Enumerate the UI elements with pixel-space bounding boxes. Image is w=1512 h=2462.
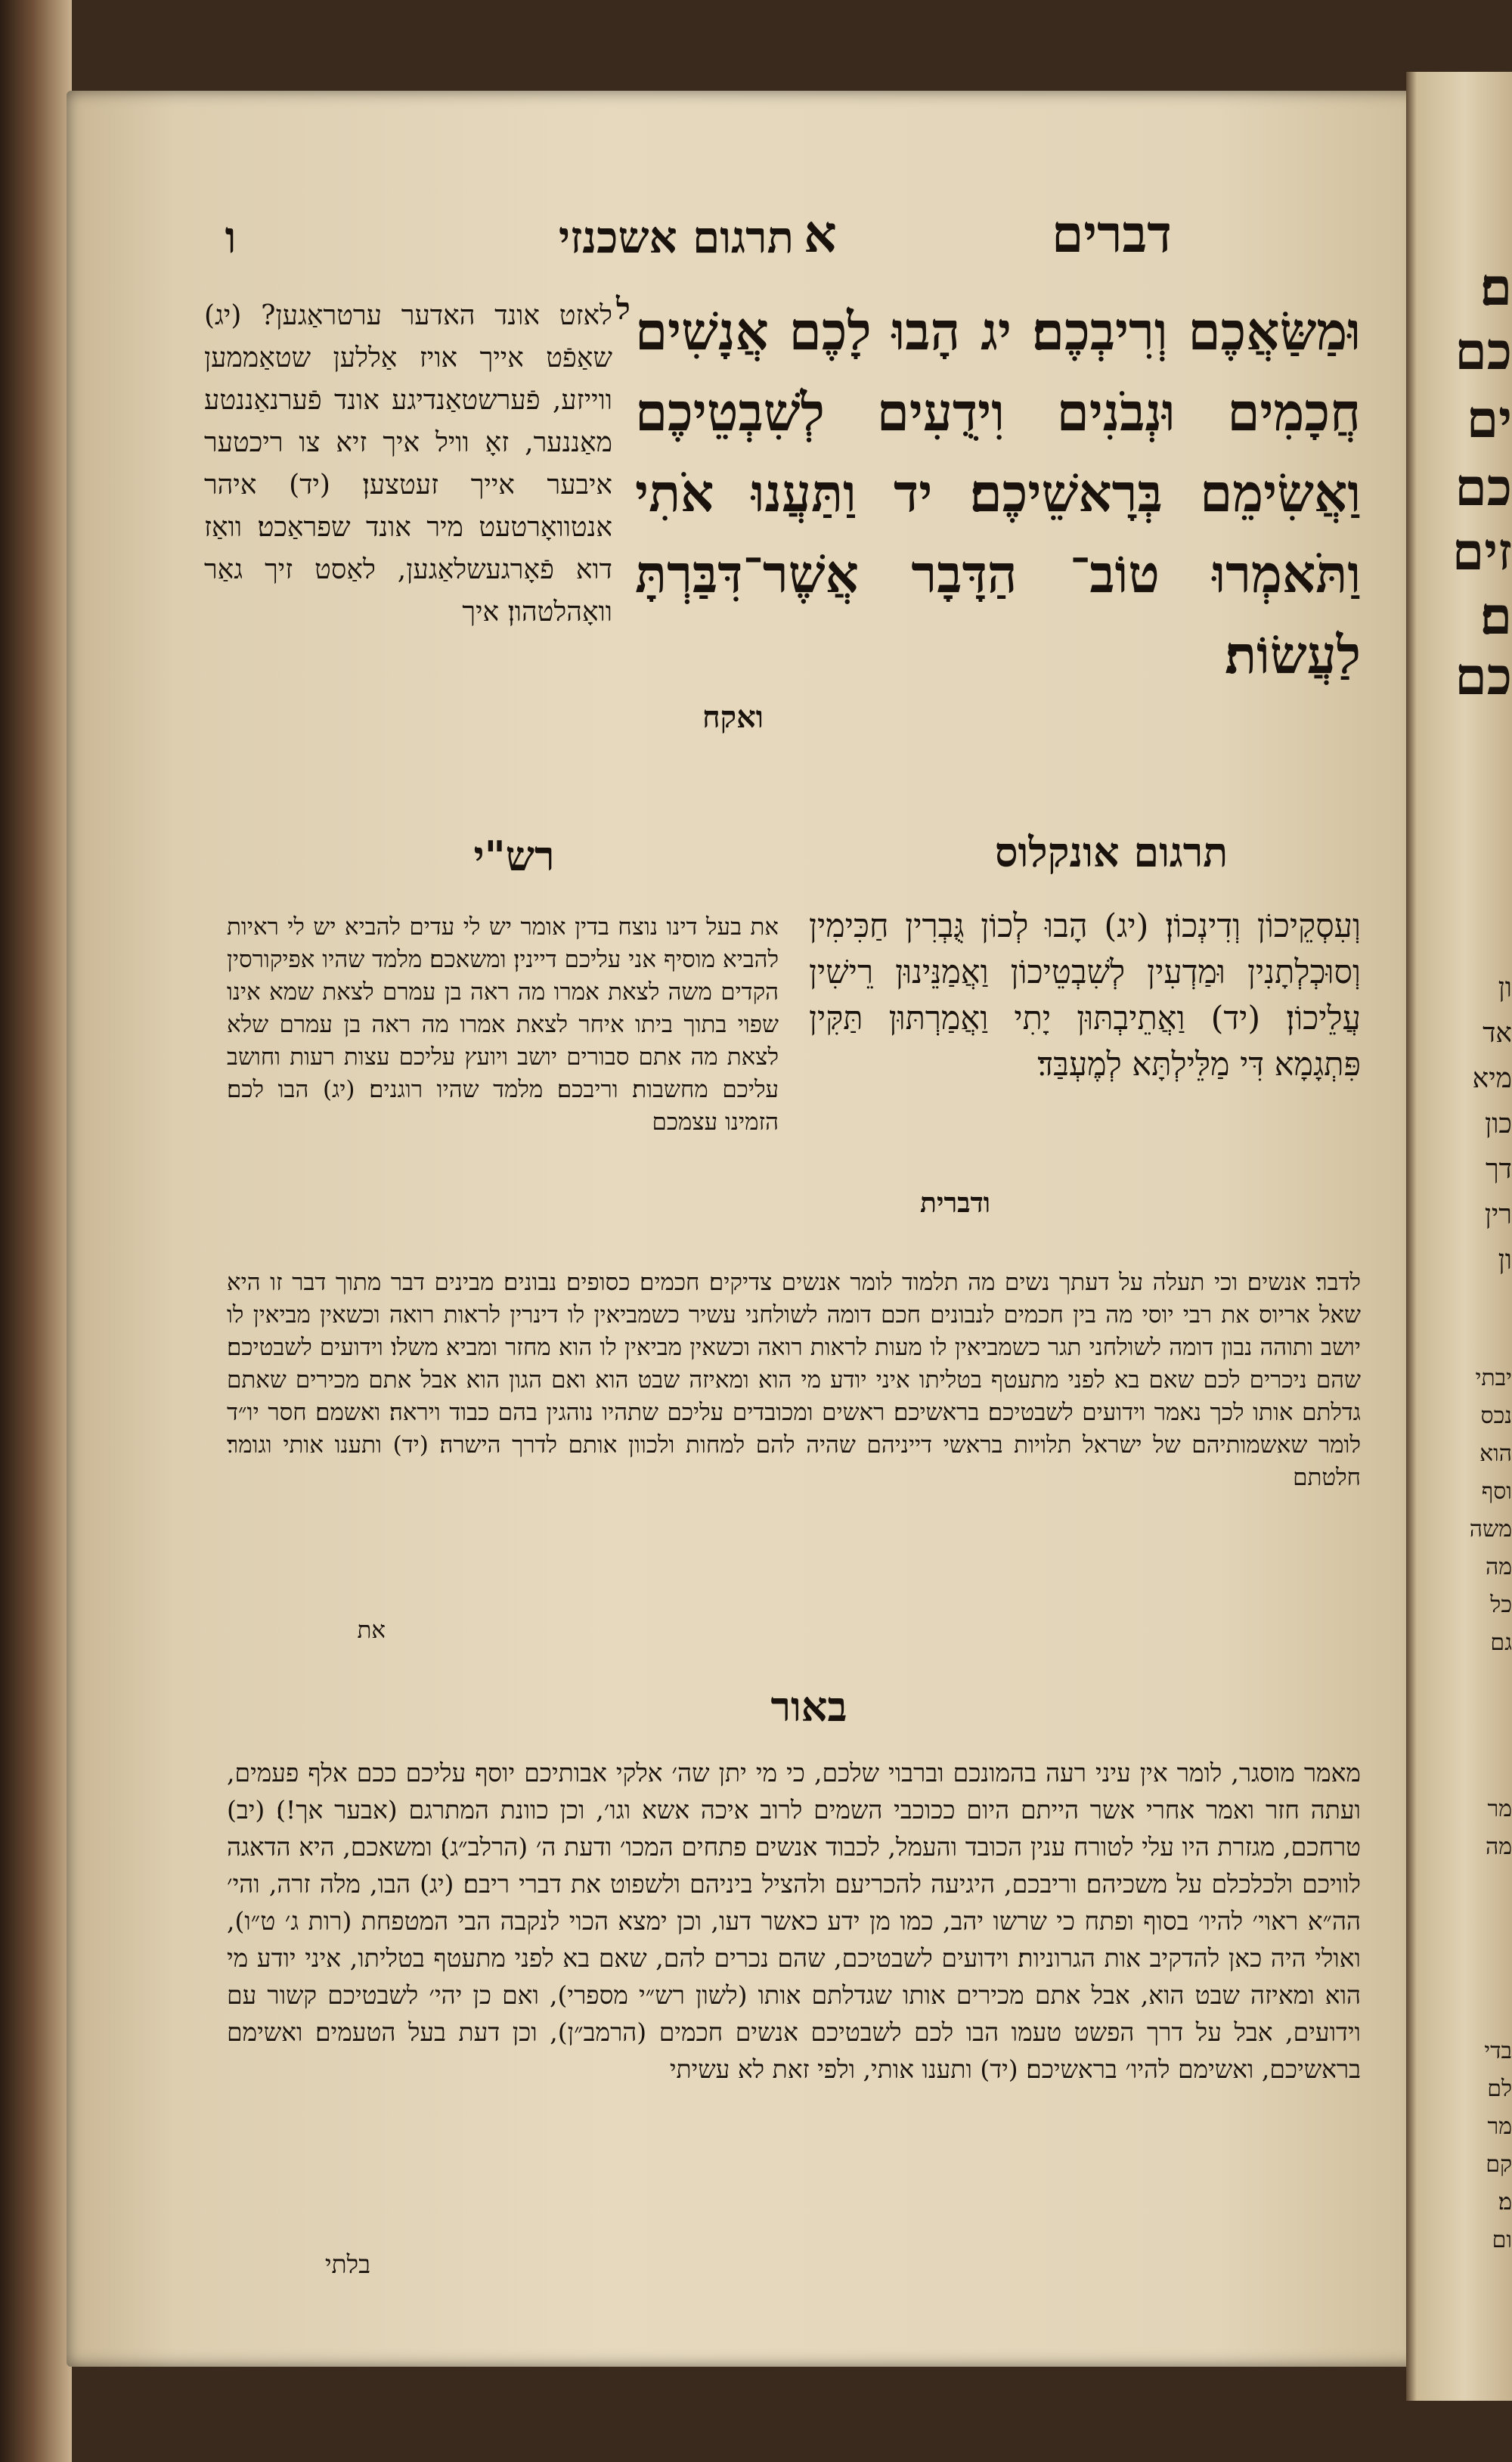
rashi-text-full: לדבר׃ אנשים׃ וכי תעלה על דעתך נשים מה תלמוד לומר אנשים צדיקים׃ חכמים׃ כסופים׃ נבונים׃ מבינים דבר מתוך דבר זו היא שאל אריוס את רבי יוסי מה בין חכמים לנבונים חכם דומה לשולחני עשיר כשמביאין לו דינרין לראות רואה וכשאין מביאין לו יושב ותוהה נבון דומה לשולחני תגר כשמביאין לו מעות לראות רואה וכשאין מביאין לו הוא מחזר ומביא משלו׃ וידועים לשבטיכם׃ שהם ניכרים לכם שאם בא לפני מתעטף בטליתו איני יודע מי הוא ומאיזה שבט הוא ואם הגון הוא אבל אתם מכירים שאתם גדלתם אותו לכך נאמר וידועים לשבטיכם׃ בראשיכם׃ ראשים ומכובדים עליכם שתהיו נוהגין בהם כבוד ויראה׃ ואשמם׃ חסר יו״ד לומר שאשמותיהם של ישראל תלויות בראשי דייניהם שהיה להם למחות ולכוון אותם לדרך הישרה׃ (יד) ותענו אותי וגומר׃ חלטתם: [227, 1269, 1361, 1491]
facing-page-text-fragment: כם: [1455, 321, 1512, 382]
facing-page-text-fragment: ם׃: [1479, 586, 1512, 647]
page-number: ו: [225, 212, 237, 263]
facing-page-text-fragment: ום: [1492, 2227, 1512, 2253]
facing-page-text-fragment: מיא: [1472, 1063, 1512, 1094]
facing-page-text-fragment: מר: [1487, 1796, 1512, 1822]
facing-page-text-fragment: מר: [1487, 2113, 1512, 2140]
facing-page-text-fragment: מ׃: [1498, 2189, 1512, 2215]
facing-page-text-fragment: ם׃: [1479, 257, 1512, 318]
facing-page-text-fragment: רין: [1484, 1199, 1512, 1230]
facing-page-edge: [1406, 72, 1512, 2401]
facing-page-text-fragment: זים: [1452, 522, 1512, 582]
biur-text: מאמר מוסגר, לומר אין עיני רעה בהמונכם וברבוי שלכם, כי מי יתן שה׳ אלקי אבותיכם יוסף עליכם ככם אלף פעמים, ועתה חזר ואמר אחרי אשר הייתם היום ככוכבי השמים לרוב איכה אשא וגו׳, וכן כוונת המתרגם (אבער אך!)׃ (יב) טרחכם, מגזרת היו עלי לטורח ענין הכובד והעמל, לכבוד אנשים פתחים המכו׳ ודעת ה׳ (הרלב״ג)׃ ומשאכם, היא הדאגה לוויכם ולכלכלם על משכיהם׃ וריבכם, היגיעה להכריעם ולהציל ביניהם ולשפוט את דברי ריבם׃ (יג) הבו, מלה זרה, והי׳ הה״א ראוי׳ להיו׳ בסוף ופתח כי שרשו יהב, כמו מן ידע כאשר דעו, וכן ימצא הכוי לנקבה הבי המטפחת (רות ג׳ ט״ו), ואולי היה כאן להדקיב אות הגרוניות׃ וידועים לשבטיכם, שהם נכרים להם, שאם בא לפני מתעטף בטליתו, איני יודע מי הוא ומאיזה שבט הוא, אבל אתם מכירים אותו שגדלתם אותו (לשון רש״י מספרי), ואם כן יהי׳ לשבטיכם קשור עם וידועים, אבל על דרך הפשט טעמו הבו לכם לשבטיכם אנשים חכמים (הרמב״ן), וכן דעת בעל הטעמים׃ ואשימם בראשיכם, ואשימם להיו׳ בראשיכם׃ (יד) ותענו אותי, ולפי זאת לא עשיתי: [227, 1758, 1361, 2084]
rashi-title: רש"י: [473, 832, 555, 880]
facing-page-text-fragment: כם: [1455, 647, 1512, 707]
book-spine: [0, 0, 72, 2462]
running-head-translation: תרגום אשכנזי: [558, 212, 794, 263]
onkelos-catchword: ודברית: [920, 1187, 990, 1219]
biur-title: באור: [770, 1682, 847, 1731]
onkelos-title: תרגום אונקלוס: [994, 828, 1228, 876]
facing-page-text-fragment: ים: [1466, 389, 1512, 450]
verse-catchword: ואקח: [702, 699, 764, 735]
facing-page-text-fragment: מה: [1485, 1554, 1512, 1580]
facing-page-text-fragment: יבתי: [1475, 1365, 1512, 1391]
yiddish-translation: לאזט אונד האדער ערטראַגען? (יג) שאַפֿט אייך אויז אַללען שטאַממען ווייזע, פֿערשטאַנדיגע אונד פֿערנאַננטע מאַננער, זאָ וויל איך זיא צו ריכטער איבער אייך זעטצען׃ (יד) איהר אנטוואָרטעט מיר אונד שפראַכט׃ וואַז דוא פֿאָרגעשלאַגען, לאַסט זיך גאַר וואָהלטהון׃ איך: [204, 300, 612, 628]
facing-page-text-fragment: דך: [1486, 1154, 1512, 1185]
onkelos-text: וְעִסְקֵיכוֹן וְדִינְכוֹן׃ (יג) הָבוּ לְכוֹן גֻּבְרִין חַכִּימִין וְסוּכְלְתָנִין וּמַדְעִין לְשִׁבְטֵיכוֹן וַאֲמַנֵּינוּן רֵישִׁין עֲלֵיכוֹן׃ (יד) וַאֲתֵיבְתּוּן יָתִי וַאֲמַרְתּוּן תַּקִּין פִּתְגָמָא דִּי מַלֵּילְתָּא לְמֶעְבַּד׃: [809, 907, 1361, 1084]
rashi-text-column: את בעל דינו נוצח בדין אומר יש לי עדים להביא יש לי ראיות להביא מוסיף אני עליכם דיינין׃ ומשאכם׃ מלמד שהיו אפיקורסין הקדים משה לצאת אמרו מה ראה בן עמרם לצאת שמא אינו שפוי בתוך ביתו איחר לצאת אמרו מה ראה בן עמרם שלא לצאת מה אתם סבורים יושב ויועץ עליכם עצות רעות וחושב עליכם מחשבות׃ וריבכם׃ מלמד שהיו רוגנים׃ (יג) הבו לכם׃ הזמינו עצמכם: [227, 913, 779, 1136]
facing-page-text-fragment: מה: [1485, 1834, 1512, 1860]
facing-page-text-fragment: ון: [1498, 1245, 1512, 1276]
rashi-catchword: את: [357, 1617, 386, 1644]
facing-page-text-fragment: גם: [1490, 1629, 1512, 1656]
facing-page-text-fragment: קם: [1486, 2151, 1512, 2178]
facing-page-text-fragment: נכס: [1480, 1403, 1512, 1429]
facing-page-text-fragment: הוא: [1479, 1440, 1512, 1467]
facing-page-text-fragment: כם: [1455, 457, 1512, 518]
verse-marker: ל: [616, 291, 631, 327]
facing-page-text-fragment: ון: [1498, 972, 1512, 1003]
facing-page-text-fragment: בדי: [1484, 2038, 1512, 2064]
facing-page-text-fragment: כון: [1485, 1109, 1512, 1140]
facing-page-text-fragment: כל: [1490, 1592, 1512, 1618]
facing-page-text-fragment: וסף: [1481, 1478, 1512, 1505]
facing-page-text-fragment: לם: [1487, 2076, 1512, 2102]
facing-page-text-fragment: אד: [1483, 1018, 1512, 1049]
torah-verse-text: וּמַשַּׂאֲכֶם וְרִיבְכֶם׃ יג הָבוּ לָכֶם אֲנָשִׁים חֲכָמִים וּנְבֹנִים וִידֻעִים לְשִׁבְטֵיכֶם וַאֲשִׂימֵם בְּרָאשֵׁיכֶם׃ יד וַתַּעֲנוּ אֹתִי וַתֹּאמְרוּ טוֹב־ הַדָּבָר אֲשֶׁר־דִּבַּרְתָּ לַעֲשׂוֹת׃: [635, 301, 1361, 686]
running-head-book: דברים: [1051, 204, 1172, 265]
facing-page-text-fragment: משה: [1469, 1516, 1512, 1543]
running-head-chapter: א: [804, 204, 837, 265]
biur-catchword: בלתי: [324, 2250, 370, 2279]
